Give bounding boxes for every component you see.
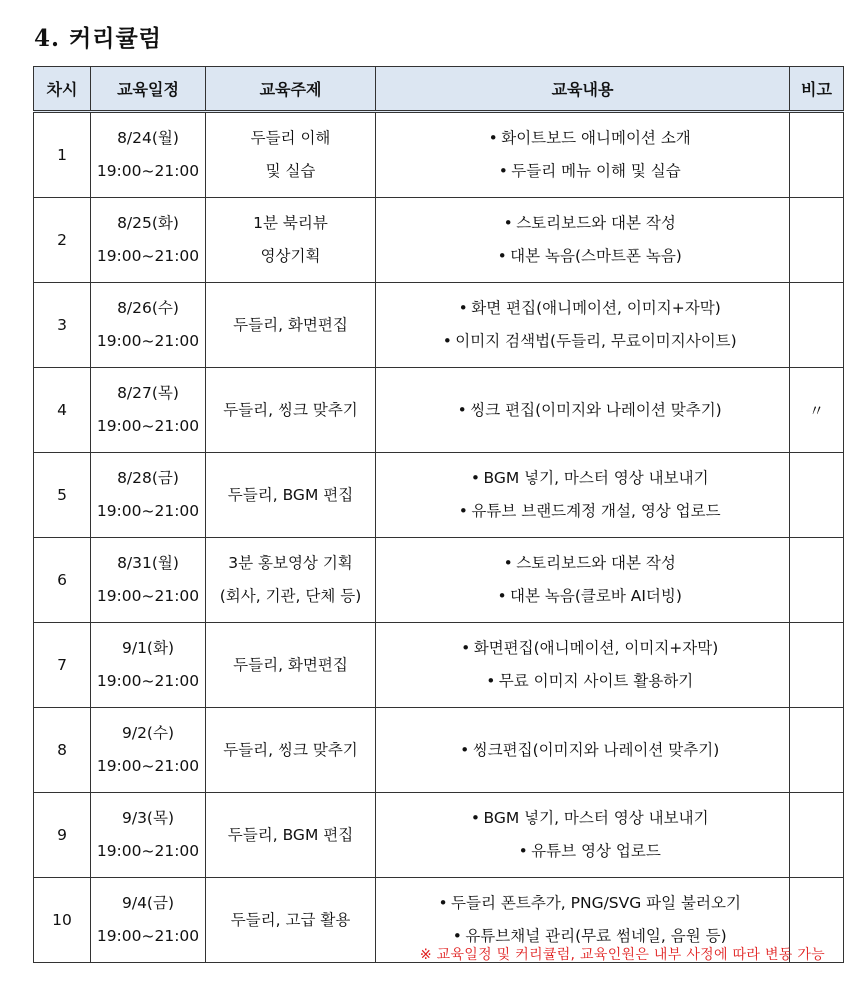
content-item — [388, 325, 788, 358]
schedule-time: 19:00~21:00 — [96, 247, 200, 265]
content-cell — [376, 283, 790, 368]
schedule-time: 19:00~21:00 — [96, 587, 200, 605]
schedule-date: 8/28(금) — [117, 469, 179, 487]
content-text: 이미지 검색법(두들리, 무료이미지사이트) — [455, 332, 737, 350]
note-cell: 〃 — [790, 368, 844, 453]
topic-cell — [206, 112, 376, 198]
header-session: 차시 — [34, 67, 91, 112]
content-text: BGM 넣기, 마스터 영상 내보내기 — [483, 469, 709, 487]
content-item — [388, 240, 788, 273]
schedule-cell — [91, 538, 206, 623]
content-text: 화면 편집(애니메이션, 이미지+자막) — [471, 299, 721, 317]
topic-cell — [206, 708, 376, 793]
schedule-time: 19:00~21:00 — [96, 417, 200, 435]
content-text: 화면편집(애니메이션, 이미지+자막) — [473, 639, 719, 657]
note-cell — [790, 283, 844, 368]
topic-cell — [206, 453, 376, 538]
session-number: 7 — [34, 623, 91, 708]
session-number: 8 — [34, 708, 91, 793]
note-cell — [790, 538, 844, 623]
schedule-cell — [91, 283, 206, 368]
content-cell — [376, 538, 790, 623]
schedule-time: 19:00~21:00 — [96, 162, 200, 180]
curriculum-table — [33, 66, 844, 963]
topic-line: 두들리, 씽크 맞추기 — [223, 400, 358, 419]
session-number: 3 — [34, 283, 91, 368]
note-cell — [790, 708, 844, 793]
content-item — [388, 887, 788, 920]
table-row — [34, 368, 844, 453]
session-number: 10 — [34, 878, 91, 963]
content-list — [388, 734, 788, 767]
table-row — [34, 283, 844, 368]
topic-line: 두들리, 고급 활용 — [230, 910, 351, 929]
content-cell — [376, 112, 790, 198]
schedule-time: 19:00~21:00 — [96, 757, 200, 775]
content-text: 유튜브채널 관리(무료 썸네일, 음원 등) — [465, 927, 727, 945]
schedule-date: 9/2(수) — [121, 724, 174, 742]
topic-cell — [206, 368, 376, 453]
content-text: 대본 녹음(스마트폰 녹음) — [510, 247, 682, 265]
schedule-cell — [91, 623, 206, 708]
content-cell — [376, 708, 790, 793]
schedule-time: 19:00~21:00 — [96, 332, 200, 350]
content-item — [388, 462, 788, 495]
topic-line: 두들리, 화면편집 — [233, 315, 348, 334]
content-text: 유튜브 브랜드계정 개설, 영상 업로드 — [471, 502, 721, 520]
header-schedule: 교육일정 — [91, 67, 206, 112]
schedule-date: 8/25(화) — [117, 214, 179, 232]
content-list — [388, 462, 788, 528]
topic-line: 두들리, 화면편집 — [233, 655, 348, 674]
topic-cell — [206, 283, 376, 368]
content-text: 두들리 메뉴 이해 및 실습 — [511, 162, 681, 180]
topic-line: 및 실습 — [265, 162, 316, 180]
session-number: 9 — [34, 793, 91, 878]
content-list — [388, 207, 788, 273]
topic-line: 3분 홍보영상 기획 — [228, 554, 353, 572]
table-row — [34, 793, 844, 878]
table-row — [34, 708, 844, 793]
content-cell — [376, 368, 790, 453]
content-item — [388, 207, 788, 240]
content-list — [388, 292, 788, 358]
schedule-time: 19:00~21:00 — [96, 672, 200, 690]
content-item — [388, 292, 788, 325]
schedule-cell — [91, 368, 206, 453]
schedule-date: 8/24(월) — [117, 129, 179, 147]
content-list — [388, 802, 788, 868]
content-cell — [376, 453, 790, 538]
content-list — [388, 394, 788, 427]
topic-line: (회사, 기관, 단체 등) — [219, 587, 362, 605]
content-text: 스토리보드와 대본 작성 — [516, 554, 676, 572]
topic-line: 두들리, 씽크 맞추기 — [223, 740, 358, 759]
topic-cell — [206, 878, 376, 963]
content-item — [388, 734, 788, 767]
content-text: 두들리 폰트추가, PNG/SVG 파일 불러오기 — [451, 894, 741, 912]
content-cell — [376, 623, 790, 708]
schedule-cell — [91, 878, 206, 963]
table-row — [34, 453, 844, 538]
content-text: 씽크편집(이미지와 나레이션 맞추기) — [472, 740, 720, 759]
content-text: 스토리보드와 대본 작성 — [516, 214, 676, 232]
content-text: 화이트보드 애니메이션 소개 — [501, 129, 691, 147]
header-content: 교육내용 — [376, 67, 790, 112]
content-item — [388, 580, 788, 613]
note-cell — [790, 112, 844, 198]
session-number: 5 — [34, 453, 91, 538]
content-item — [388, 835, 788, 868]
header-topic: 교육주제 — [206, 67, 376, 112]
topic-line: 두들리, BGM 편집 — [227, 485, 354, 504]
table-row — [34, 623, 844, 708]
content-item — [388, 547, 788, 580]
topic-line: 영상기획 — [260, 247, 321, 265]
topic-cell — [206, 538, 376, 623]
schedule-date: 9/4(금) — [121, 894, 174, 912]
table-row — [34, 112, 844, 198]
schedule-time: 19:00~21:00 — [96, 927, 200, 945]
footnote: ※ 교육일정 및 커리큘럼, 교육인원은 내부 사정에 따라 변동 가능 — [419, 947, 825, 963]
content-text: 무료 이미지 사이트 활용하기 — [498, 672, 694, 690]
schedule-date: 8/31(월) — [117, 554, 179, 572]
content-cell — [376, 198, 790, 283]
content-list — [388, 122, 788, 188]
content-list — [388, 632, 788, 698]
content-item — [388, 632, 788, 665]
content-item — [388, 155, 788, 188]
topic-cell — [206, 623, 376, 708]
schedule-cell — [91, 198, 206, 283]
schedule-date: 8/26(수) — [117, 299, 179, 317]
session-number: 2 — [34, 198, 91, 283]
content-item — [388, 122, 788, 155]
content-item — [388, 394, 788, 427]
note-cell — [790, 198, 844, 283]
note-cell — [790, 623, 844, 708]
content-item — [388, 495, 788, 528]
schedule-time: 19:00~21:00 — [96, 502, 200, 520]
schedule-cell — [91, 708, 206, 793]
topic-line: 두들리 이해 — [250, 129, 331, 147]
content-text: BGM 넣기, 마스터 영상 내보내기 — [483, 809, 709, 827]
table-row — [34, 538, 844, 623]
table-body — [34, 112, 844, 963]
session-number: 1 — [34, 112, 91, 198]
topic-line: 1분 북리뷰 — [253, 214, 328, 232]
schedule-date: 9/1(화) — [121, 639, 174, 657]
schedule-cell — [91, 112, 206, 198]
session-number: 4 — [34, 368, 91, 453]
table-row — [34, 198, 844, 283]
note-cell — [790, 453, 844, 538]
topic-cell — [206, 793, 376, 878]
session-number: 6 — [34, 538, 91, 623]
content-text: 대본 녹음(클로바 AI더빙) — [510, 587, 682, 605]
content-list — [388, 547, 788, 613]
schedule-date: 9/3(목) — [121, 809, 174, 827]
schedule-cell — [91, 793, 206, 878]
header-note: 비고 — [790, 67, 844, 112]
content-item — [388, 665, 788, 698]
content-cell — [376, 793, 790, 878]
schedule-cell — [91, 453, 206, 538]
schedule-date: 8/27(목) — [117, 384, 179, 402]
content-text: 씽크 편집(이미지와 나레이션 맞추기) — [470, 400, 722, 419]
section-title: 4. 커리큘럼 — [34, 25, 162, 52]
topic-line: 두들리, BGM 편집 — [227, 825, 354, 844]
topic-cell — [206, 198, 376, 283]
table-header-row — [34, 67, 844, 112]
schedule-time: 19:00~21:00 — [96, 842, 200, 860]
content-text: 유튜브 영상 업로드 — [531, 842, 661, 860]
content-item — [388, 802, 788, 835]
note-cell — [790, 793, 844, 878]
